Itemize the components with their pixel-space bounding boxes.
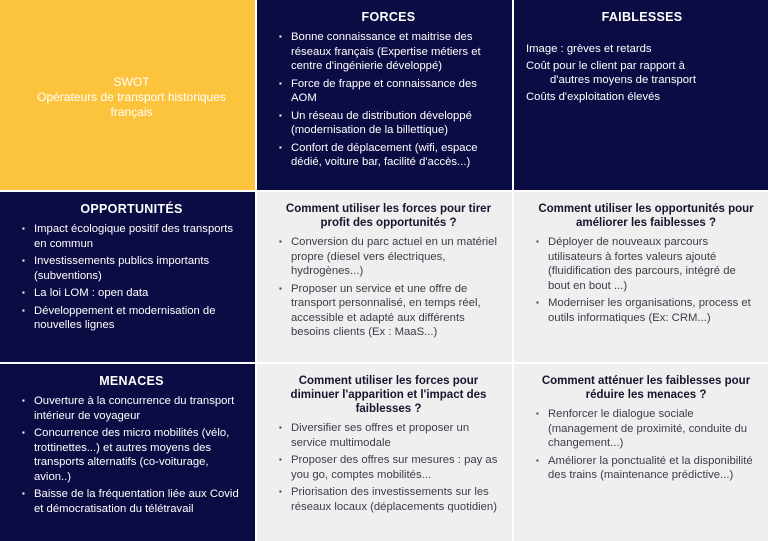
list-item: ▪ Proposer des offres sur mesures : pay as you go, comptes mobilités... [291, 453, 500, 482]
swot-title-cell [0, 0, 255, 190]
wo-strategy-cell [514, 192, 768, 362]
st-strategy-title: Comment utiliser les forces pour diminuer l'apparition et l'impact des faiblesses ? [290, 375, 487, 415]
list-item: ▪ Moderniser les organisations, process et outils informatiques (Ex: CRM...) [548, 296, 758, 325]
list-item: ▪ Ouverture à la concurrence du transport intérieur de voyageur [34, 394, 243, 423]
forces-title: FORCES [361, 10, 416, 24]
faiblesses-title: FAIBLESSES [601, 10, 683, 24]
faiblesses-line: Coût pour le client par rapport à [526, 59, 685, 72]
wt-strategy-list [534, 407, 758, 483]
wo-strategy-title: Comment utiliser les opportunités pour améliorer les faiblesses ? [538, 203, 754, 229]
menaces-cell [0, 364, 255, 541]
list-item: ▪ Bonne connaissance et maitrise des réseaux français (Expertise métiers et centre d'ingénierie développé) [291, 30, 500, 74]
list-item: ▪ Renforcer le dialogue sociale (management de proximité, conduite du changement...) [548, 407, 758, 451]
faiblesses-line: Coûts d'exploitation élevés [526, 90, 661, 103]
list-item: ▪ Proposer un service et une offre de transport personnalisé, en temps réel, accessible et adapté aux différents besoins clients (Ex : MaaS...) [291, 282, 500, 340]
swot-title: SWOT [113, 74, 150, 89]
faiblesses-cell [514, 0, 768, 190]
opportunites-title: OPPORTUNITÉS [80, 202, 183, 216]
wt-strategy-title: Comment atténuer les faiblesses pour réduire les menaces ? [541, 375, 751, 401]
opportunites-cell [0, 192, 255, 362]
so-strategy-list [277, 235, 500, 340]
list-item: ▪ Impact écologique positif des transports en commun [34, 222, 243, 251]
list-item: ▪ Baisse de la fréquentation liée aux Covid et démocratisation du télétravail [34, 487, 243, 516]
list-item: ▪ Développement et modernisation de nouvelles lignes [34, 304, 243, 333]
list-item: ▪ Améliorer la ponctualité et la disponibilité des trains (maintenance prédictive...) [548, 454, 758, 483]
swot-subject-line1: Opérateurs de transport historiques [37, 89, 226, 104]
menaces-title: MENACES [99, 374, 164, 388]
list-item: ▪ Investissements publics importants (subventions) [34, 254, 243, 283]
list-item: ▪ Conversion du parc actuel en un matériel propre (diesel vers électriques, hydrogènes...) [291, 235, 500, 279]
st-strategy-cell [257, 364, 512, 541]
swot-subject-line2: français [110, 104, 153, 119]
forces-cell [257, 0, 512, 190]
list-item: ▪ Déployer de nouveaux parcours utilisateurs à fortes valeurs ajouté (fluidification des parcours, intégré de bout en bout ...) [548, 235, 758, 293]
opportunites-list [20, 222, 243, 333]
so-strategy-cell [257, 192, 512, 362]
wo-strategy-list [534, 235, 758, 325]
wt-strategy-cell [514, 364, 768, 541]
so-strategy-title: Comment utiliser les forces pour tirer profit des opportunités ? [285, 203, 492, 229]
list-item: ▪ Force de frappe et connaissance des AOM [291, 77, 500, 106]
list-item: ▪ Concurrence des micro mobilités (vélo, trottinettes...) et autres moyens des transports alternatifs (co-voiturage, avion..) [34, 426, 243, 484]
faiblesses-line: Image : grèves et retards [526, 43, 652, 55]
forces-list [277, 30, 500, 170]
faiblesses-line: d'autres moyens de transport [550, 74, 696, 86]
list-item: ▪ Priorisation des investissements sur les réseaux locaux (déplacements quotidien) [291, 485, 500, 514]
list-item: ▪ Confort de déplacement (wifi, espace dédié, voiture bar, facilité d'accès...) [291, 141, 500, 170]
st-strategy-list [277, 421, 500, 514]
menaces-list [20, 394, 243, 516]
list-item: ▪ Un réseau de distribution développé (modernisation de la billettique) [291, 109, 500, 138]
list-item: ▪ Diversifier ses offres et proposer un service multimodale [291, 421, 500, 450]
list-item: ▪ La loi LOM : open data [34, 286, 243, 301]
